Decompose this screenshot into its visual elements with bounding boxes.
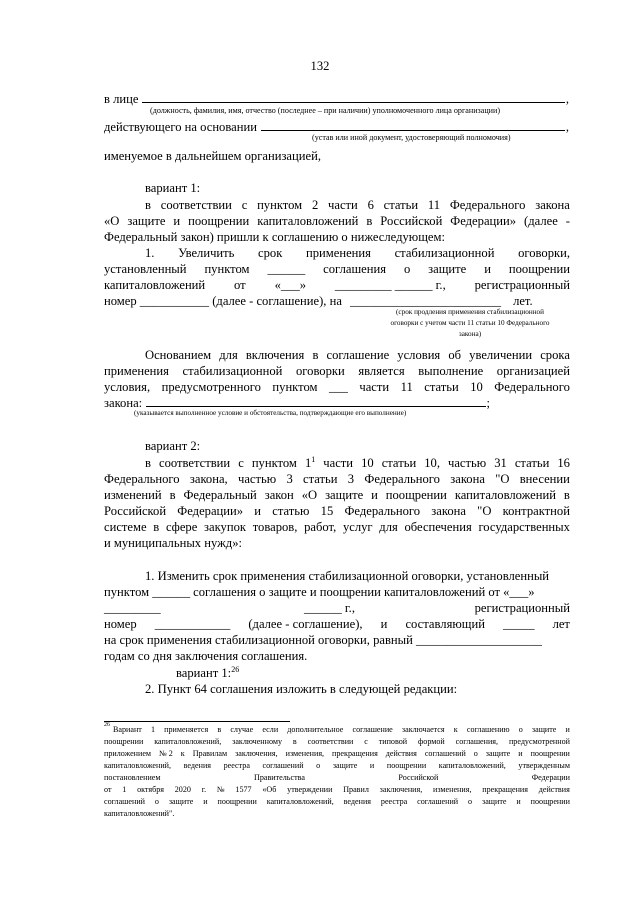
word: для	[379, 520, 398, 534]
word: предусмотренной	[508, 737, 570, 746]
word: 10	[361, 456, 374, 470]
agreement-abbrev: (далее - соглашение),	[248, 617, 363, 631]
word: Правилам	[192, 749, 228, 758]
word: включения	[245, 348, 305, 362]
word: и	[371, 488, 378, 502]
footnote-marker: 26	[104, 722, 110, 728]
word: в	[366, 214, 373, 228]
word: Федерации	[531, 773, 570, 782]
word: защите	[168, 797, 194, 806]
word: "О	[477, 504, 492, 518]
word: закона	[535, 198, 570, 212]
word: статьи	[514, 456, 550, 470]
word: в	[563, 488, 570, 502]
registration-number-text: номер ___________ (далее - соглашение), на	[104, 294, 342, 308]
in-person-label: в лице	[104, 92, 139, 106]
word: 31	[494, 456, 507, 470]
word: закона,	[189, 472, 228, 486]
word: заключенному	[232, 737, 283, 746]
date-blank-1[interactable]: _________	[104, 601, 161, 615]
footnote-line-3	[104, 749, 570, 759]
word: утверждении	[287, 785, 333, 794]
word: Федерации»	[177, 504, 244, 518]
acting-end: ,	[565, 120, 569, 134]
variant1-item1-line-3	[104, 277, 570, 293]
word: соглашений	[104, 797, 145, 806]
word: выполнение	[418, 364, 484, 378]
word: Федерального	[344, 504, 421, 518]
number-word: номер	[104, 617, 137, 631]
word: о	[468, 797, 473, 806]
word: типовой	[378, 737, 408, 746]
variant2-lead-line-1	[145, 455, 570, 471]
word: 15	[320, 504, 334, 518]
word: действия	[538, 785, 570, 794]
word: с	[241, 198, 248, 212]
word: «О	[104, 214, 120, 228]
word: 3	[286, 472, 293, 486]
word: статью	[272, 504, 310, 518]
word: условия,	[104, 380, 151, 394]
word: обеспечения	[404, 520, 472, 534]
word: случае	[230, 725, 254, 734]
word: Правил	[343, 785, 369, 794]
acting-blank[interactable]	[261, 119, 565, 131]
word: стабилизационной	[394, 246, 495, 260]
word: внесении	[519, 472, 570, 486]
word: части	[328, 198, 358, 212]
word: «Об	[262, 785, 277, 794]
word: поощрении	[386, 761, 427, 770]
word: применения	[306, 246, 371, 260]
word: в	[217, 725, 222, 734]
word: 1	[150, 725, 156, 734]
word: для	[219, 348, 238, 362]
extension-hint-1: (срок продления применения стабилизационной	[396, 308, 544, 316]
word: частью	[237, 472, 277, 486]
word: об	[448, 348, 462, 362]
condition-blank[interactable]	[146, 395, 485, 407]
word: поощрении	[385, 488, 447, 502]
word: ведения	[183, 761, 212, 770]
word: 10,	[424, 456, 440, 470]
word: защите	[325, 488, 364, 502]
variant1-heading: вариант 1:	[145, 181, 201, 195]
date-blank-2[interactable]: ______ г.,	[304, 601, 355, 615]
acting-hint: (устав или иной документ, удостоверяющий полномочия)	[312, 133, 511, 142]
word: услуг	[342, 520, 373, 534]
word: системе	[104, 520, 147, 534]
law-end: ;	[486, 396, 490, 410]
word: применяется	[164, 725, 209, 734]
word: заключения,	[235, 749, 278, 758]
word: Федерального	[449, 198, 526, 212]
extension-hint-2: оговорки с учетом части 11 статьи 10 Федерального	[390, 319, 550, 327]
footnote-line-2	[104, 737, 570, 747]
word: пунктом	[257, 198, 303, 212]
word: установленный	[104, 262, 187, 276]
word: Правительства	[253, 773, 305, 782]
word: 1577	[235, 785, 252, 794]
word: поощрении	[217, 797, 257, 806]
in-person-end: ,	[565, 92, 569, 106]
word: оговорки,	[518, 246, 570, 260]
footnote-line-8: капиталовложений".	[104, 809, 175, 818]
word: и	[369, 761, 375, 770]
word: и	[173, 214, 181, 228]
word: закупок	[204, 520, 246, 534]
word: о	[316, 761, 321, 770]
variant2-lead-line-3	[104, 487, 570, 503]
word: защите	[485, 749, 511, 758]
sub-variant-heading: вариант 1:$^{26}$	[176, 664, 240, 680]
word: частью	[448, 456, 487, 470]
word: соответствии	[160, 198, 232, 212]
word: Российской	[380, 214, 443, 228]
word: соглашения	[323, 262, 387, 276]
word: соглашения,	[455, 737, 499, 746]
word: пунктом	[204, 262, 250, 276]
word: части	[359, 380, 390, 394]
date-month-year-blank[interactable]: _________ ______ г.,	[334, 278, 446, 292]
word: статьи	[381, 456, 417, 470]
footnote-line-6	[104, 785, 570, 795]
condition-hint: (указывается выполненное условие и обстоятельства, подтверждающие его выполнение)	[134, 409, 407, 417]
word: Основанием	[145, 348, 212, 362]
word: Федерального	[494, 380, 570, 394]
word: части	[323, 456, 354, 470]
word: соглашений	[262, 761, 304, 770]
word: ___	[328, 380, 348, 394]
word: с	[238, 456, 244, 470]
word: соглашению	[466, 725, 510, 734]
from-word: от	[234, 278, 246, 292]
word: г.	[201, 785, 207, 794]
years-word: лет.	[513, 294, 533, 308]
variant2-item1-line-2: пунктом ______ соглашения о защите и поощрении капиталовложений от «___»	[104, 585, 535, 599]
word: и	[565, 725, 570, 734]
word: предусмотренного	[161, 380, 261, 394]
word: закона	[450, 472, 485, 486]
word: стабилизационной	[182, 364, 283, 378]
capital-word: капиталовложений	[104, 278, 206, 292]
variant2-item1-line-5: на срок применения стабилизационной оговорки, равный ____________________	[104, 633, 542, 647]
word: заключается	[401, 725, 445, 734]
word: утвержденным	[518, 761, 570, 770]
word: контрактной	[502, 504, 570, 518]
acting-label: действующего на основании	[104, 120, 257, 134]
footnote-line-7	[104, 797, 570, 807]
word: в	[169, 488, 176, 502]
word: октября	[137, 785, 164, 794]
word: к	[180, 749, 185, 758]
footnote-line-1	[104, 722, 570, 735]
word: товаров,	[252, 520, 298, 534]
word: капиталовложений	[257, 214, 359, 228]
word: капиталовложений,	[266, 797, 334, 806]
years-blank[interactable]: _____	[503, 617, 535, 631]
word: государственных	[478, 520, 570, 534]
word: Федерального	[364, 472, 440, 486]
basis-line-1	[145, 347, 570, 363]
word: «О	[301, 488, 318, 502]
word: "О	[495, 472, 510, 486]
word: статьи	[383, 198, 419, 212]
law-label: закона:	[104, 396, 143, 410]
word: о	[403, 262, 411, 276]
registration-word: регистрационный	[474, 278, 570, 292]
word: если	[262, 725, 279, 734]
page-number: 132	[310, 59, 330, 73]
word: увеличении	[469, 348, 533, 362]
word: и	[518, 749, 523, 758]
word: соглашение	[352, 725, 393, 734]
word: срока	[540, 348, 570, 362]
word: защите	[531, 725, 557, 734]
word: пунктом	[272, 380, 318, 394]
word: действия	[385, 749, 417, 758]
word: 11	[427, 198, 441, 212]
word: 2020	[174, 785, 191, 794]
word: ______	[267, 262, 306, 276]
word: от	[104, 785, 112, 794]
word: пунктом	[251, 456, 297, 470]
extension-term-blank[interactable]: ________________________	[349, 294, 502, 308]
variant1-lead-line-3: Федеральный закон) пришли к соглашению о нижеследующем:	[104, 230, 445, 244]
word: заключения,	[379, 785, 423, 794]
word: Российской	[398, 773, 439, 782]
word: изменения,	[285, 749, 325, 758]
variant2-item1-line-1: 1. Изменить срок применения стабилизационной оговорки, установленный	[145, 569, 550, 583]
word: 10	[470, 380, 483, 394]
word: изменений	[104, 488, 162, 502]
amounting-word: составляющий	[405, 617, 485, 631]
basis-line-3	[104, 379, 570, 395]
extension-hint-3: закона)	[458, 330, 482, 338]
variant1-item1-line-2	[104, 261, 570, 277]
word: 6	[367, 198, 374, 212]
word: условия	[397, 348, 441, 362]
word: закона	[431, 504, 466, 518]
word: реестра	[380, 797, 408, 806]
word: 1	[122, 785, 127, 794]
word: в	[292, 737, 297, 746]
variant2-item1-line-4	[104, 616, 570, 632]
word: работ,	[304, 520, 337, 534]
footnote-line-5	[104, 773, 570, 783]
word: реестра	[223, 761, 250, 770]
word: (далее	[524, 214, 558, 228]
word: статьи	[303, 472, 338, 486]
word: капиталовложений,	[104, 761, 172, 770]
word: в	[312, 348, 319, 362]
word: срок	[258, 246, 283, 260]
word: постановлением	[104, 773, 161, 782]
word: является	[358, 364, 405, 378]
word: поощрении	[530, 749, 570, 758]
word: прекращения	[332, 749, 378, 758]
word: ведения	[343, 797, 372, 806]
word: дополнительное	[287, 725, 344, 734]
word: о	[154, 797, 159, 806]
word: капиталовложений,	[154, 737, 222, 746]
word: прекращения	[482, 785, 528, 794]
word: формой	[418, 737, 445, 746]
footnote-ref-26[interactable]: 26	[231, 664, 240, 674]
word: соответствии	[158, 456, 231, 470]
word: соглашение	[326, 348, 390, 362]
in-person-line	[104, 91, 569, 107]
word: 1.	[145, 246, 155, 260]
word: защите	[127, 214, 166, 228]
footnote-words-1	[113, 725, 570, 735]
word: с	[364, 737, 368, 746]
word: соглашений	[417, 797, 459, 806]
footnote-line-4	[104, 761, 570, 771]
date-day-blank[interactable]: «___»	[274, 278, 307, 292]
years-word-2: лет	[552, 617, 570, 631]
word: 11	[400, 380, 413, 394]
hereinafter-text: именуемое в дальнейшем организацией,	[104, 149, 321, 163]
variant1-lead-line-2	[104, 213, 570, 229]
variant2-lead-line-2	[104, 471, 570, 487]
word: и	[516, 797, 521, 806]
word: организацией	[496, 364, 570, 378]
variant2-lead-line-6: и муниципальных нужд»:	[104, 536, 243, 550]
word: оговорки	[296, 364, 345, 378]
word: Российской	[104, 504, 167, 518]
word: 16	[557, 456, 570, 470]
item-one-superscript: $1^1$	[304, 454, 316, 470]
word: поощрении	[104, 737, 144, 746]
word: капиталовложений	[454, 488, 556, 502]
word: 2	[311, 198, 319, 212]
in-person-hint: (должность, фамилия, имя, отчество (последнее – при наличии) уполномоченного лица организации)	[150, 106, 501, 115]
footnote-divider	[104, 721, 290, 722]
word: в	[145, 456, 151, 470]
and-word: и	[380, 617, 388, 631]
word: соглашений	[424, 749, 466, 758]
word: Вариант	[113, 725, 142, 734]
word: №	[216, 785, 225, 794]
word: поощрении	[508, 262, 570, 276]
word: защите	[428, 262, 467, 276]
word: Федерального	[104, 472, 180, 486]
word: сфере	[165, 520, 198, 534]
number-blank[interactable]: ____________	[154, 617, 231, 631]
word: капиталовложений,	[438, 761, 506, 770]
word: в	[145, 198, 151, 212]
word: № 2	[159, 749, 173, 758]
word: статьи	[424, 380, 459, 394]
basis-line-2	[104, 363, 570, 379]
word: о	[473, 749, 478, 758]
variant2-lead-line-5	[104, 519, 570, 535]
variant1-item1-line-1	[145, 245, 570, 261]
word: о	[518, 725, 523, 734]
word: защите	[482, 797, 507, 806]
word: в	[153, 520, 160, 534]
variant2-lead-line-4	[104, 503, 570, 519]
word: соответствии	[307, 737, 354, 746]
word: изменения,	[433, 785, 472, 794]
registration-label: регистрационный	[474, 601, 570, 615]
variant1-lead-line-1	[145, 197, 570, 213]
word: Увеличить	[178, 246, 235, 260]
word: приложением	[104, 749, 152, 758]
word: и	[254, 504, 262, 518]
word: и	[484, 262, 491, 276]
variant2-heading: вариант 2:	[145, 439, 201, 453]
word: закон	[264, 488, 294, 502]
word: 3	[347, 472, 355, 486]
word: -	[565, 214, 570, 228]
word: защите	[332, 761, 358, 770]
word: к	[453, 725, 458, 734]
word: применения	[104, 364, 169, 378]
word: поощрении	[188, 214, 250, 228]
variant2-item1-line-6: годам со дня заключения соглашения.	[104, 649, 308, 663]
variant2-item2: 2. Пункт 64 соглашения изложить в следующей редакции:	[145, 682, 458, 696]
word: Федеральный	[183, 488, 257, 502]
word: поощрении	[530, 797, 570, 806]
word: и	[203, 797, 208, 806]
in-person-blank[interactable]	[142, 91, 564, 103]
word: Федерации»	[450, 214, 517, 228]
